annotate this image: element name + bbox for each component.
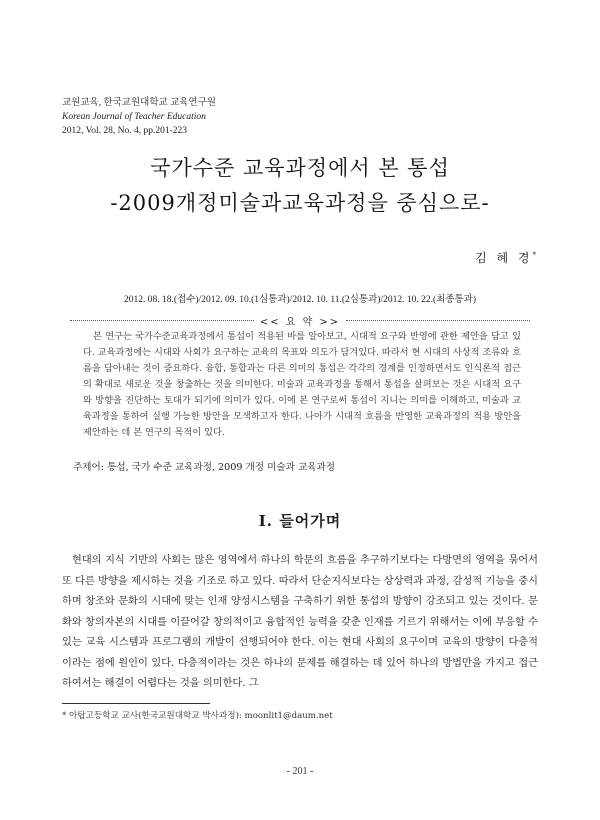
author <box>475 249 536 266</box>
keywords: 주제어: 통섭, 국가 수준 교육과정, 2009 개정 미술과 교육과정 <box>73 462 336 473</box>
page-number: - 201 - <box>286 766 314 777</box>
journal-name-korean: 교원교육, 한국교원대학교 교육연구원 <box>62 98 216 108</box>
abstract-rule-right <box>346 320 530 321</box>
journal-header <box>62 96 216 138</box>
journal-name-english: Korean Journal of Teacher Education <box>62 112 206 122</box>
author-name: 김 혜 경 <box>475 251 533 265</box>
review-dates: 2012. 08. 18.(접수)/2012. 09. 10.(1심통과)/2012. 10. 11.(2심통과)/2012. 10. 22.(최종통과) <box>124 295 476 305</box>
section-body: 현대의 지식 기반의 사회는 많은 영역에서 하나의 학문의 흐름을 추구하기보다는 다방면의 영역을 묶어서 또 다른 방향을 제시하는 것을 기조로 하고 있다. 따라서 단순지식보다는 상상력과 과정, 감성적 기능을 중시하며 창조와 문화의 시대에 맞는 인재 양성시스템을 구축하기 위한 통섭의 방향이 강조되고 있는 것이다. 문화와 창의자본의 시대를 이끌어갈 창의적이고 융합적인 능력을 갖춘 인재를 기르기 위해서는 이에 부응할 수 있는 교육 시스템과 프로그램의 개발이 선행되어야 한다. 이는 현대 사회의 요구이며 교육의 방향이 다층적이라는 점에 원인이 있다. 다층적이라는 것은 하나의 문제를 해결하는 데 있어 하나의 방법만을 가지고 접근하여서는 해결이 어렵다는 것을 의미한다. 그 <box>62 555 538 689</box>
abstract-rule-left <box>70 320 254 321</box>
paper-subtitle: -2009개정미술과교육과정을 중심으로- <box>110 191 490 215</box>
author-footnote: * 아탑고등학교 교사(한국교원대학교 박사과정): moonlit1@daum.net <box>62 711 333 721</box>
abstract-heading <box>70 313 530 328</box>
footnote-divider <box>62 703 210 704</box>
paper-title: 국가수준 교육과정에서 본 통섭 <box>150 156 450 180</box>
author-footnote-mark: * <box>532 251 536 259</box>
journal-volume: 2012, Vol. 28, No. 4, pp.201-223 <box>62 126 188 136</box>
section-heading: Ⅰ. 들어가며 <box>258 512 342 530</box>
abstract-heading-label: << 요 약 >> <box>259 317 341 328</box>
abstract-body: 본 연구는 국가수준교육과정에서 통섭이 적용된 바를 알아보고, 시대적 요구와 반영에 관한 제안을 담고 있다. 교육과정에는 시대와 사회가 요구하는 교육의 목표와 의도가 담겨있다. 따라서 현 시대의 사상적 조류와 흐름을 담아내는 것이 중요하다. 융합, 통합과는 다른 의미의 통섭은 각각의 경계를 인정하면서도 인식론적 접근의 확대로 새로운 것을 창출하는 것을 의미한다. 미술과 교육과정을 통해서 통섭을 살펴보는 것은 시대적 요구와 방향을 진단하는 토대가 되기에 의미가 있다. 이에 본 연구로써 통섭이 지니는 의미를 이해하고, 미술과 교육과정을 통하여 실행 가능한 방안을 모색하고자 한다. 나아가 시대적 흐름을 반영한 교육과정의 적용 방안을 제안하는 데 본 연구의 목적이 있다. <box>83 331 521 438</box>
